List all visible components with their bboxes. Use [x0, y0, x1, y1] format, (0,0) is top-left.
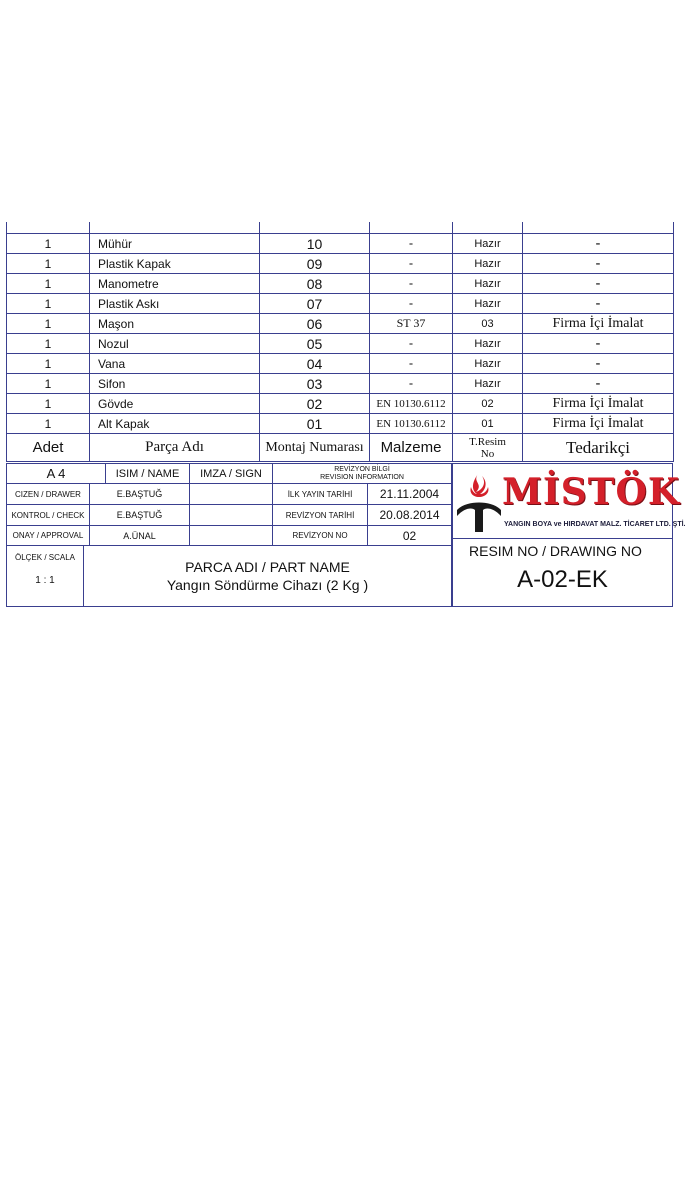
row-part-name: Plastik Kapak: [90, 254, 260, 274]
row-part-name: Plastik Askı: [90, 294, 260, 314]
first-publish-date: 21.11.2004: [368, 484, 452, 505]
header-material: Malzeme: [370, 434, 453, 462]
row-material: -: [370, 334, 453, 354]
revision-info-header-en: REVISION INFORMATION: [320, 473, 404, 481]
revision-date-label: REVİZYON TARİHİ: [273, 505, 368, 526]
revision-date: 20.08.2014: [368, 505, 452, 526]
row-part-name: Mühür: [90, 234, 260, 254]
approval-signature: [190, 526, 273, 546]
scale-value: 1 : 1: [35, 575, 55, 586]
row-supplier: -: [523, 354, 674, 374]
row-qty: 1: [7, 374, 90, 394]
check-label: KONTROL / CHECK: [6, 505, 90, 526]
row-assembly-no: 04: [260, 354, 370, 374]
row-drawing-ref: Hazır: [453, 354, 523, 374]
part-name-label: PARCA ADI / PART NAME: [185, 559, 350, 575]
drawer-signature: [190, 484, 273, 505]
row-drawing-ref: 02: [453, 394, 523, 414]
row-assembly-no: 01: [260, 414, 370, 434]
row-assembly-no: 06: [260, 314, 370, 334]
row-drawing-ref: 03: [453, 314, 523, 334]
logo-tagline: YANGIN BOYA ve HIRDAVAT MALZ. TİCARET LTD. ŞTİ.: [504, 521, 686, 528]
parts-list-row: [7, 314, 674, 334]
parts-list-table: [6, 222, 674, 462]
parts-list-row: [7, 254, 674, 274]
row-qty: 1: [7, 354, 90, 374]
header-drawing-ref-line1: T.Resim: [469, 435, 506, 448]
revision-no: 02: [368, 526, 452, 546]
row-material: ST 37: [370, 314, 453, 334]
row-supplier: -: [523, 274, 674, 294]
parts-list-row: [7, 294, 674, 314]
row-part-name: Manometre: [90, 274, 260, 294]
row-part-name: Gövde: [90, 394, 260, 414]
row-qty: 1: [7, 274, 90, 294]
row-supplier: -: [523, 334, 674, 354]
header-supplier: Tedarikçi: [523, 434, 674, 462]
row-material: -: [370, 274, 453, 294]
row-part-name: Nozul: [90, 334, 260, 354]
row-supplier: -: [523, 294, 674, 314]
row-supplier: -: [523, 234, 674, 254]
row-qty: 1: [7, 334, 90, 354]
row-qty: 1: [7, 254, 90, 274]
header-drawing-ref-line2: No: [480, 447, 495, 460]
row-material: -: [370, 374, 453, 394]
row-drawing-ref: Hazır: [453, 334, 523, 354]
approval-label: ONAY / APPROVAL: [6, 526, 90, 546]
drawing-no-label: RESIM NO / DRAWING NO: [469, 543, 642, 559]
row-supplier: Firma İçi İmalat: [523, 314, 674, 334]
parts-list-row: [7, 374, 674, 394]
row-material: -: [370, 254, 453, 274]
row-drawing-ref: Hazır: [453, 374, 523, 394]
parts-list-row: [7, 414, 674, 434]
row-material: -: [370, 294, 453, 314]
header-assembly-no: Montaj Numarası: [260, 434, 370, 462]
logo-wordmark: MİSTÖK: [502, 471, 681, 513]
parts-list-row: [7, 274, 674, 294]
row-qty: 1: [7, 394, 90, 414]
row-assembly-no: 02: [260, 394, 370, 414]
row-assembly-no: 10: [260, 234, 370, 254]
drawer-label: CIZEN / DRAWER: [6, 484, 90, 505]
row-assembly-no: 09: [260, 254, 370, 274]
company-logo: [452, 466, 686, 538]
parts-list-header-row: [7, 434, 674, 462]
row-qty: 1: [7, 414, 90, 434]
row-part-name: Vana: [90, 354, 260, 374]
table-top-edge: [7, 222, 674, 234]
title-block: [6, 463, 686, 607]
row-material: EN 10130.6112: [370, 414, 453, 434]
row-drawing-ref: 01: [453, 414, 523, 434]
row-drawing-ref: Hazır: [453, 254, 523, 274]
row-supplier: Firma İçi İmalat: [523, 414, 674, 434]
header-part-name: Parça Adı: [90, 434, 260, 462]
row-qty: 1: [7, 294, 90, 314]
row-supplier: Firma İçi İmalat: [523, 394, 674, 414]
first-publish-label: İLK YAYIN TARİHİ: [273, 484, 368, 505]
drawing-no-value: A-02-EK: [517, 566, 608, 593]
revision-info-header: [273, 464, 452, 484]
sign-header: IMZA / SIGN: [190, 464, 273, 484]
part-name-value: Yangın Söndürme Cihazı (2 Kg ): [166, 577, 369, 593]
drawing-sheet: [6, 222, 686, 606]
scale-label: ÖLÇEK / SCALA: [14, 553, 76, 562]
parts-list-row: [7, 394, 674, 414]
row-material: -: [370, 234, 453, 254]
row-drawing-ref: Hazır: [453, 294, 523, 314]
flame-t-icon: [454, 472, 504, 534]
revision-info-header-tr: REVİZYON BİLGİ: [334, 465, 390, 473]
row-part-name: Maşon: [90, 314, 260, 334]
row-material: EN 10130.6112: [370, 394, 453, 414]
row-qty: 1: [7, 234, 90, 254]
drawing-no-cell: [452, 538, 673, 607]
parts-list-row: [7, 234, 674, 254]
row-material: -: [370, 354, 453, 374]
row-part-name: Alt Kapak: [90, 414, 260, 434]
row-assembly-no: 08: [260, 274, 370, 294]
approval-name: A.ÜNAL: [90, 526, 190, 546]
row-supplier: -: [523, 254, 674, 274]
check-name: E.BAŞTUĞ: [90, 505, 190, 526]
row-assembly-no: 05: [260, 334, 370, 354]
check-signature: [190, 505, 273, 526]
row-assembly-no: 07: [260, 294, 370, 314]
row-part-name: Sifon: [90, 374, 260, 394]
drawer-name: E.BAŞTUĞ: [90, 484, 190, 505]
scale-cell: [6, 546, 84, 607]
name-header: ISIM / NAME: [106, 464, 190, 484]
row-assembly-no: 03: [260, 374, 370, 394]
header-drawing-ref: [453, 434, 523, 462]
parts-list-row: [7, 334, 674, 354]
revision-no-label: REVİZYON NO: [273, 526, 368, 546]
part-name-cell: [84, 546, 452, 607]
format-cell: A 4: [6, 464, 106, 484]
row-supplier: -: [523, 374, 674, 394]
row-drawing-ref: Hazır: [453, 234, 523, 254]
row-qty: 1: [7, 314, 90, 334]
parts-list-row: [7, 354, 674, 374]
row-drawing-ref: Hazır: [453, 274, 523, 294]
header-qty: Adet: [7, 434, 90, 462]
